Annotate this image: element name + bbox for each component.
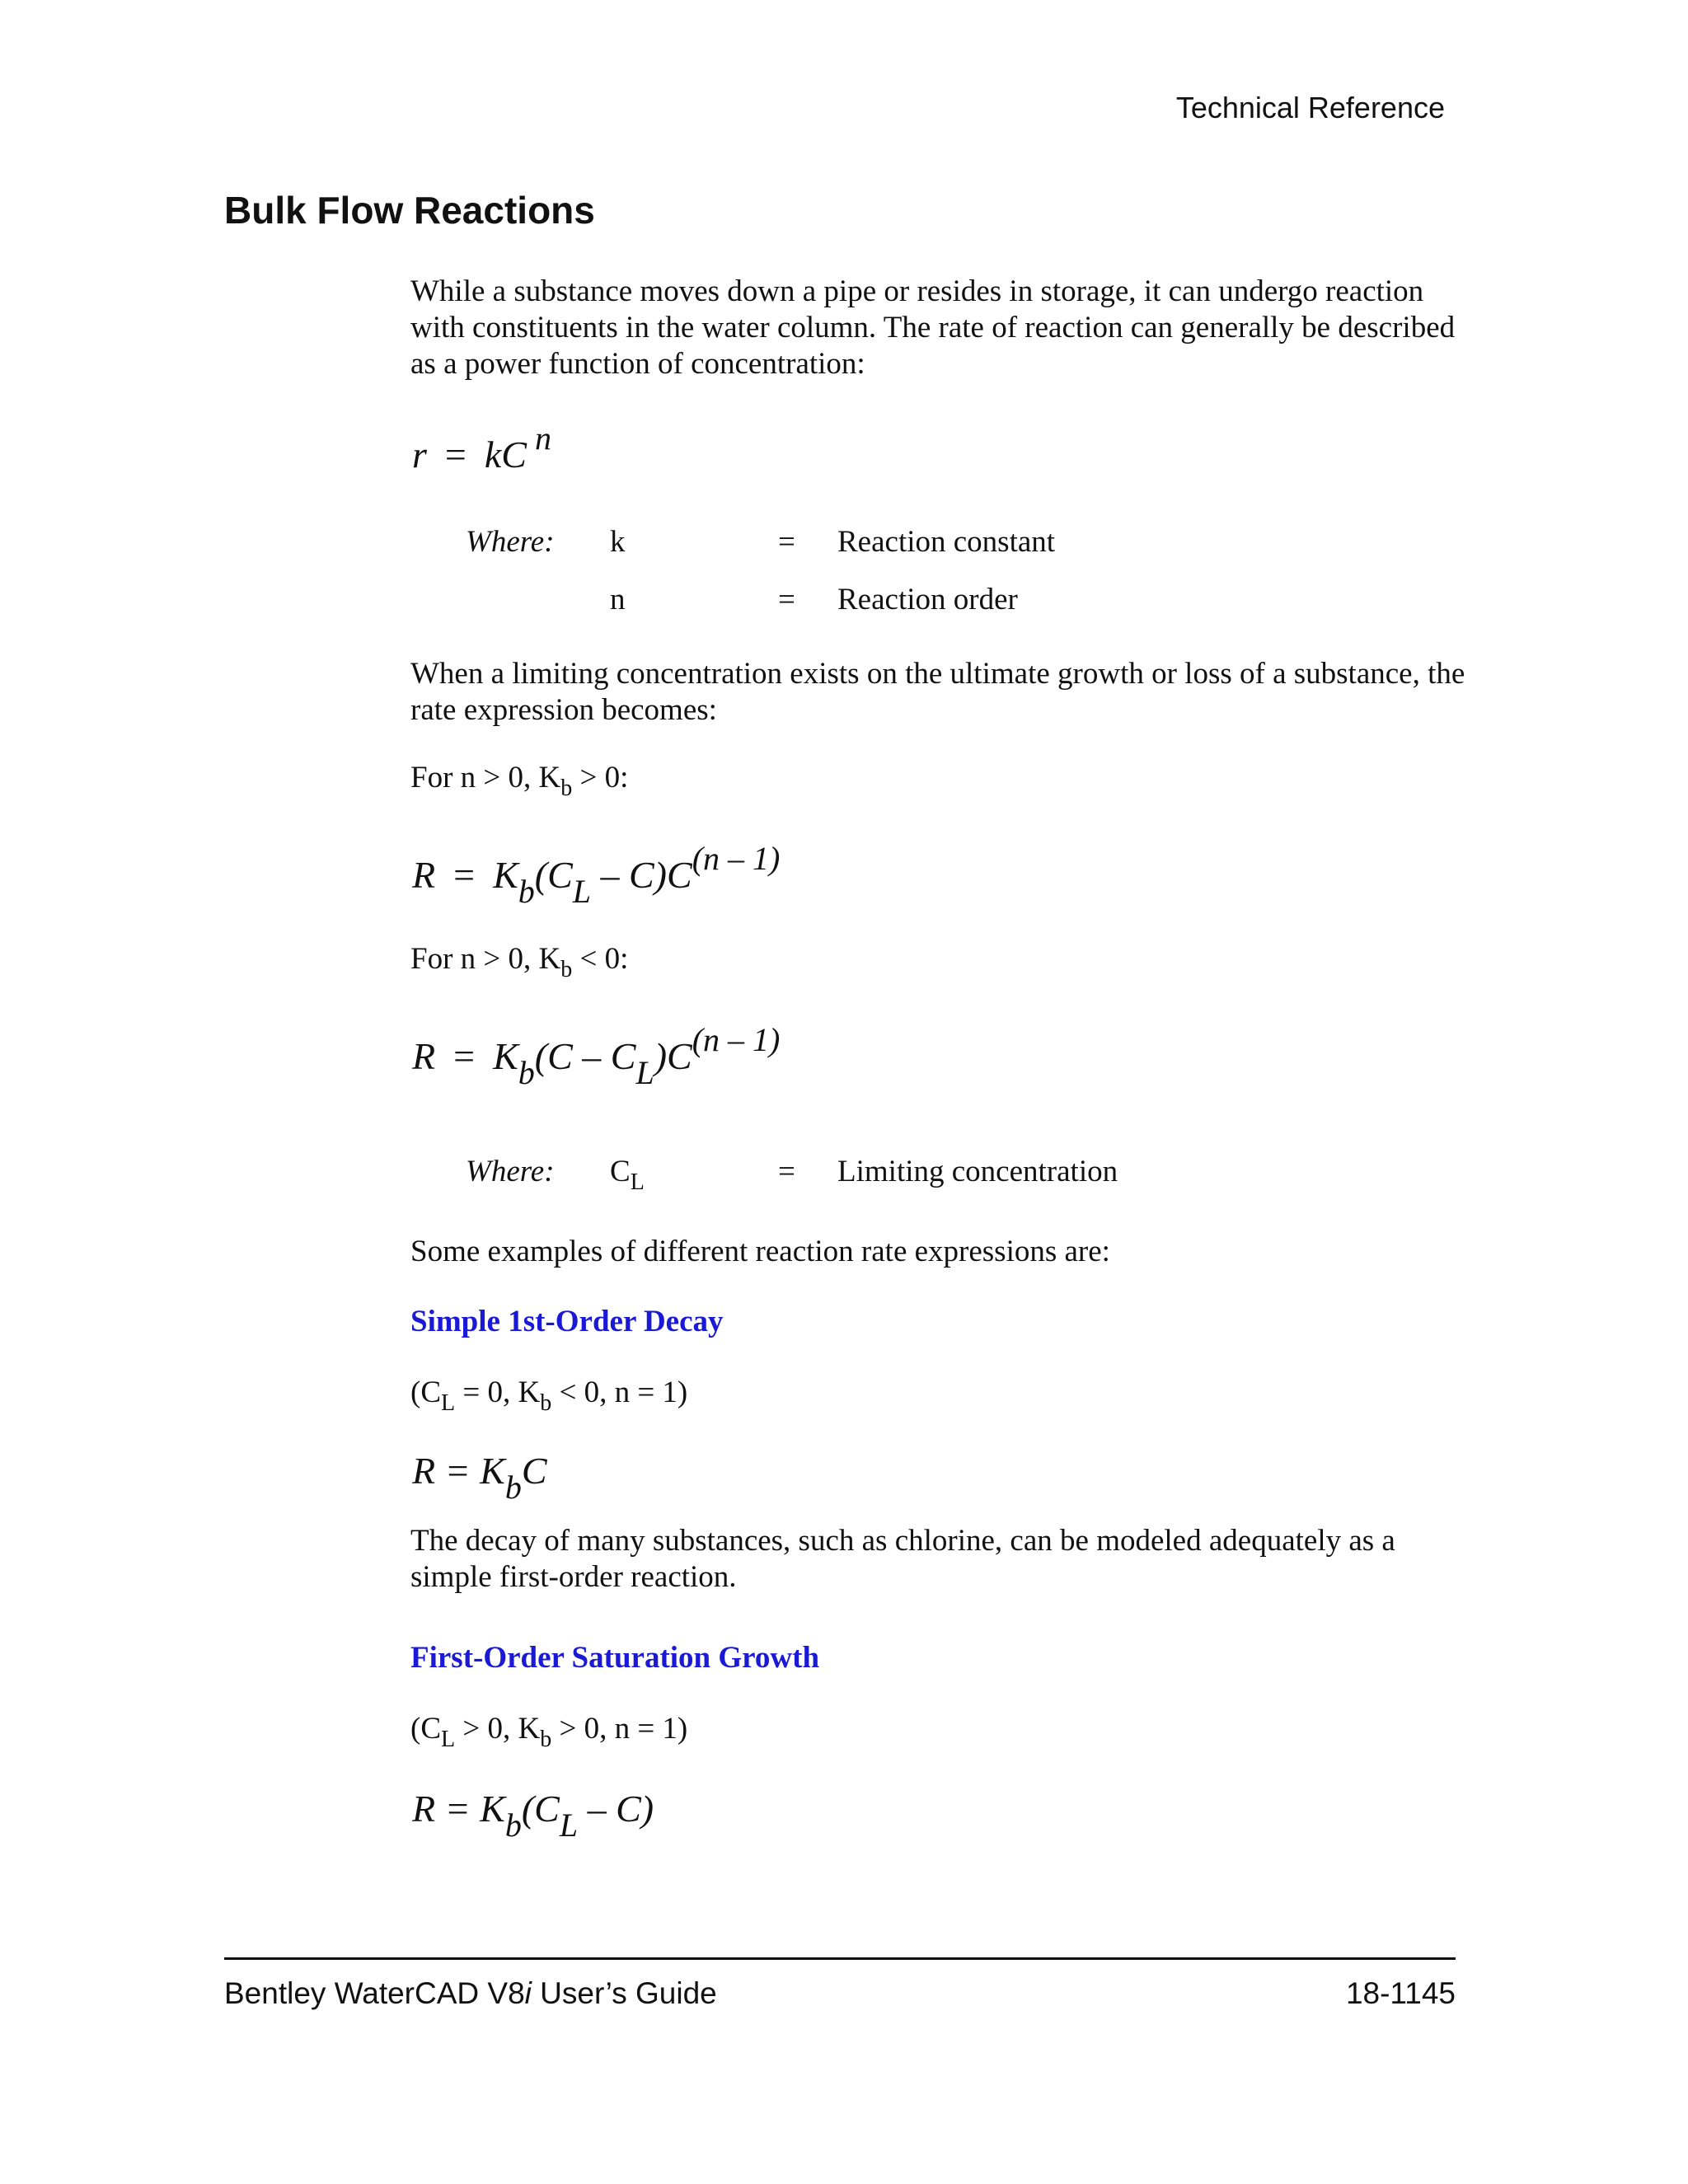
eq3-equals: = [453, 1035, 476, 1077]
eq3-exponent: (n – 1) [692, 1021, 781, 1058]
eq2-part2: – C)C [591, 854, 692, 896]
chlorine-paragraph: The decay of many substances, such as chlorine, can be modeled adequately as a simple first-order reaction. [410, 1524, 1395, 1594]
s1-eq-a: R = K [412, 1450, 505, 1492]
where-equals-cl: = [778, 1155, 795, 1188]
eq2-k-sub: b [518, 873, 535, 910]
cond1-text: For n > 0, K [410, 761, 561, 794]
cond2-post: < 0: [572, 942, 629, 976]
s1-cond-p3: < 0, n = 1) [551, 1376, 688, 1409]
running-header: Technical Reference [1175, 91, 1445, 124]
footer-rule [224, 1957, 1456, 1960]
s2-eq-b: (C [521, 1788, 560, 1830]
s2-cond-p2: > 0, K [455, 1712, 541, 1746]
footer-guide-i: i [524, 1976, 532, 2010]
where-symbol-k: k [610, 525, 626, 559]
eq1-rhs: kC [484, 434, 527, 476]
s1-cond-sub1: L [441, 1390, 456, 1416]
heading-simple-first-order-decay: Simple 1st-Order Decay [410, 1305, 724, 1338]
eq1-lhs: r [412, 434, 427, 476]
footer-guide-title [224, 1976, 717, 2011]
s1-cond-p2: = 0, K [455, 1376, 541, 1409]
footer-guide-post: User’s Guide [531, 1976, 717, 2010]
cond1-post: > 0: [572, 761, 629, 794]
limiting-paragraph: When a limiting concentration exists on the ultimate growth or loss of a substance, the rate expression becomes: [410, 657, 1465, 727]
examples-paragraph: Some examples of different reaction rate expressions are: [410, 1235, 1110, 1268]
condition-saturation-growth [410, 1711, 1465, 1750]
condition-kb-negative [410, 941, 1465, 980]
s2-eq-sub2: L [559, 1807, 579, 1844]
s2-eq-a: R = K [412, 1788, 505, 1830]
cond2-text: For n > 0, K [410, 942, 561, 976]
equation-growth [412, 840, 781, 910]
footer-page-number: 18-1145 [1345, 1976, 1456, 2010]
eq2-k: K [493, 854, 518, 896]
where-label-1: Where: [466, 525, 555, 559]
s2-cond-p3: > 0, n = 1) [551, 1712, 688, 1746]
where-desc-cl: Limiting concentration [837, 1155, 1118, 1188]
equation-saturation-growth [412, 1787, 654, 1844]
equation-decay-limited [412, 1021, 781, 1091]
eq3-part2: )C [654, 1035, 692, 1077]
s2-eq-sub: b [504, 1807, 522, 1844]
eq3-lhs: R [412, 1035, 436, 1077]
s1-eq-sub: b [504, 1469, 522, 1506]
s1-cond-sub2: b [540, 1390, 552, 1416]
eq3-k: K [493, 1035, 518, 1077]
where-equals-n: = [778, 583, 795, 616]
where-symbol-cl [610, 1154, 645, 1195]
eq2-equals: = [453, 854, 476, 896]
eq3-c-sub: L [635, 1054, 654, 1091]
condition-simple-decay [410, 1375, 1465, 1416]
where-symbol-n: n [610, 583, 626, 616]
s1-eq-b: C [521, 1450, 547, 1492]
where-desc-n: Reaction order [837, 583, 1018, 616]
equation-simple-decay [412, 1449, 547, 1506]
s2-cond-p1: (C [410, 1712, 441, 1746]
where2-sym-text: C [610, 1155, 631, 1188]
where-equals-k: = [778, 525, 795, 559]
condition-kb-positive [410, 760, 1465, 799]
heading-first-order-saturation-growth: First-Order Saturation Growth [410, 1641, 820, 1675]
footer-guide-pre: Bentley WaterCAD V8 [224, 1976, 525, 2010]
eq1-equals: = [444, 434, 467, 476]
eq3-part1: (C – C [534, 1035, 636, 1077]
equation-rate [412, 419, 551, 476]
eq1-exponent: n [534, 419, 551, 457]
where-desc-k: Reaction constant [837, 525, 1056, 559]
cond2-sub: b [560, 957, 573, 982]
page-title: Bulk Flow Reactions [224, 189, 595, 232]
where2-sym-sub: L [630, 1169, 645, 1195]
s2-cond-sub1: L [441, 1727, 456, 1752]
s2-cond-sub2: b [540, 1727, 552, 1752]
cond1-sub: b [560, 776, 573, 801]
eq3-k-sub: b [518, 1054, 535, 1091]
eq2-exponent: (n – 1) [692, 840, 781, 877]
s1-cond-p1: (C [410, 1376, 441, 1409]
eq2-lhs: R [412, 854, 436, 896]
eq2-c-sub: L [572, 873, 591, 910]
eq2-part1: (C [534, 854, 573, 896]
intro-paragraph: While a substance moves down a pipe or resides in storage, it can undergo reaction with constituents in the water column. The rate of reaction can generally be described as a power function of concentration: [410, 274, 1456, 381]
where-label-2: Where: [466, 1155, 555, 1188]
s2-eq-c: – C) [578, 1788, 654, 1830]
